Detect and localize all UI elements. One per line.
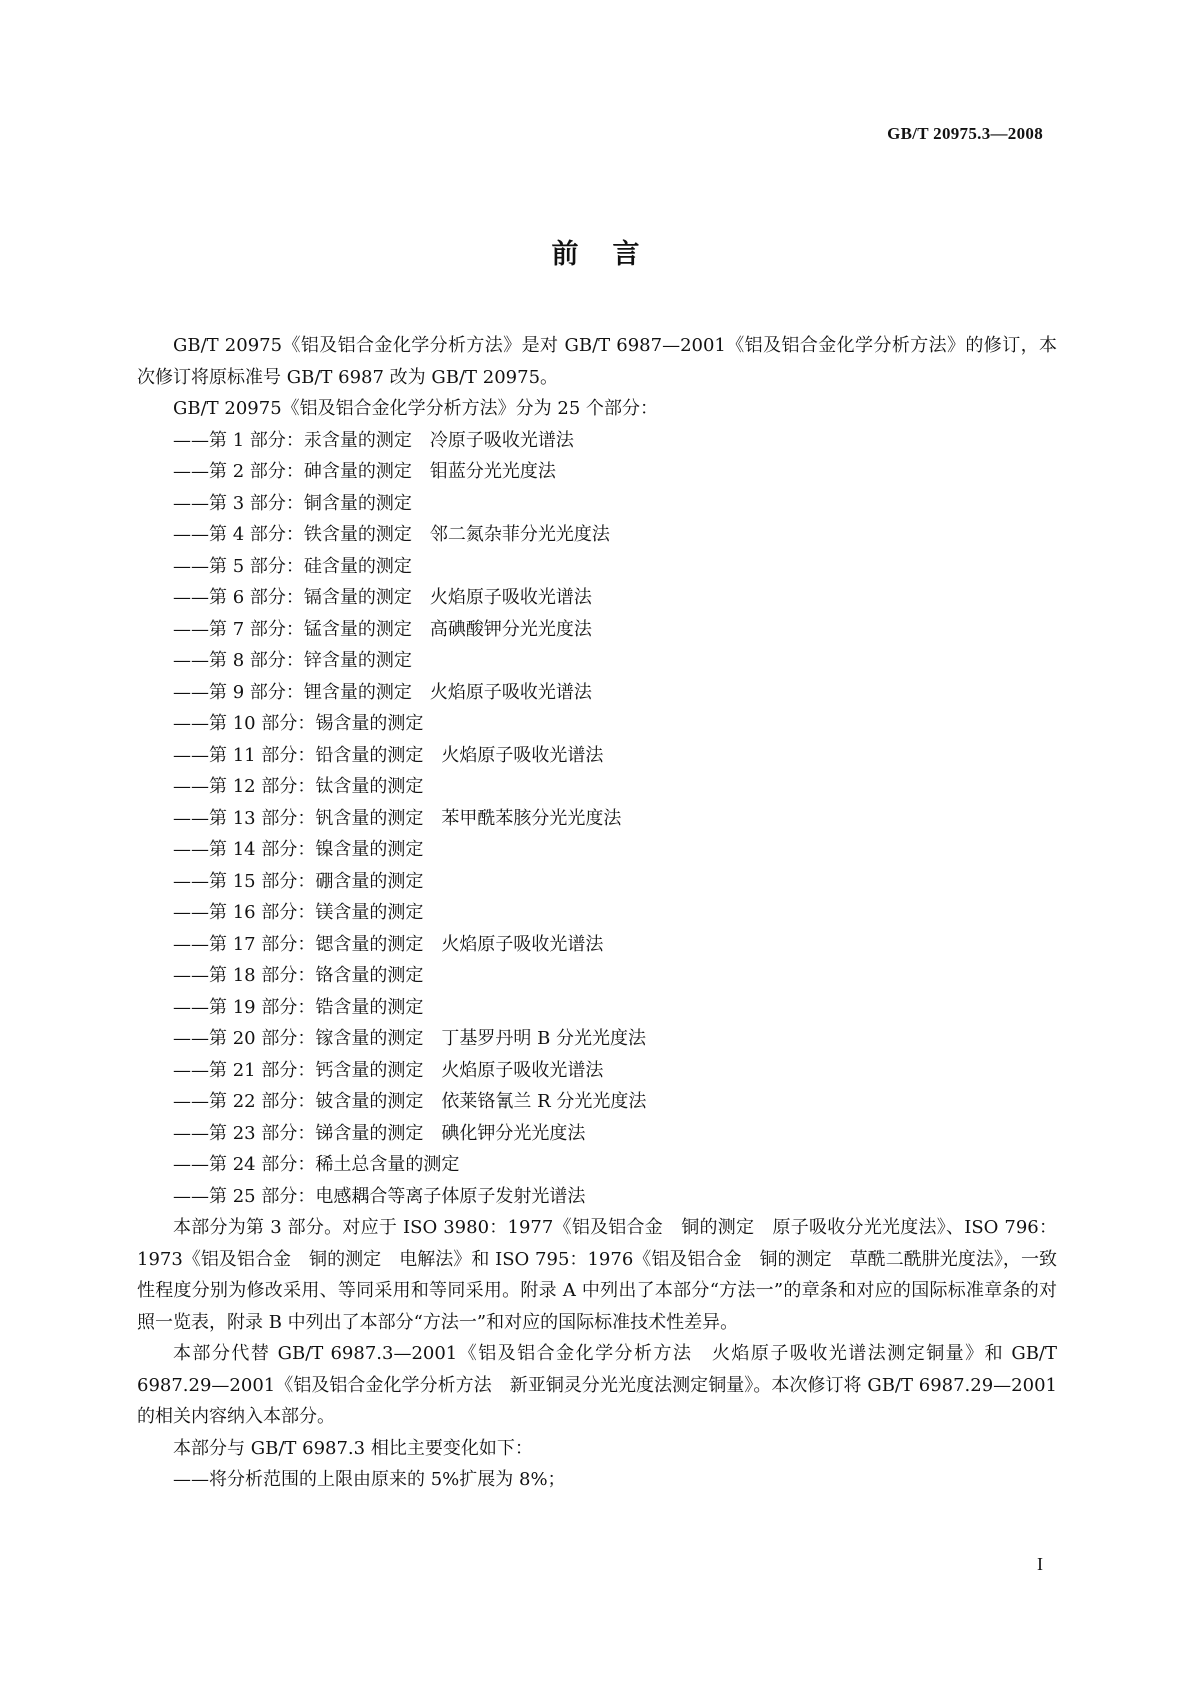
page-number: I	[1037, 1554, 1043, 1574]
list-item: ——第 10 部分：锡含量的测定	[173, 713, 424, 734]
list-item: ——第 25 部分：电感耦合等离子体原子发射光谱法	[173, 1185, 586, 1207]
list-item: ——第 9 部分：锂含量的测定 火焰原子吸收光谱法	[173, 681, 592, 703]
list-item: ——第 24 部分：稀土总含量的测定	[173, 1154, 460, 1175]
parts-list	[137, 425, 1057, 1213]
list-item: ——第 4 部分：铁含量的测定 邻二氮杂菲分光光度法	[173, 524, 610, 545]
list-item: ——第 5 部分：硅含量的测定	[173, 555, 412, 577]
intro-paragraph: GB/T 20975《铝及铝合金化学分析方法》是对 GB/T 6987—2001《铝及铝合金化学分析方法》的修订，本次修订将原标准号 GB/T 6987 改为 GB/T 20975。	[137, 335, 1057, 388]
list-item: ——第 6 部分：镉含量的测定 火焰原子吸收光谱法	[173, 587, 592, 608]
changes-list	[137, 1464, 1057, 1496]
intro-paragraph: GB/T 20975《铝及铝合金化学分析方法》分为 25 个部分：	[173, 398, 659, 419]
page-title: 前言	[551, 239, 674, 270]
list-item: ——第 11 部分：铅含量的测定 火焰原子吸收光谱法	[173, 744, 604, 766]
list-item: ——第 20 部分：镓含量的测定 丁基罗丹明 B 分光光度法	[173, 1028, 647, 1049]
body-paragraph: 本部分代替 GB/T 6987.3—2001《铝及铝合金化学分析方法 火焰原子吸收光谱法测定铜量》和 GB/T 6987.29—2001《铝及铝合金化学分析方法 新亚铜灵分光光度法测定铜量》。本次修订将 GB/T 6987.29—2001 的相关内容纳入本部分。	[137, 1343, 1057, 1427]
list-item: ——第 8 部分：锌含量的测定	[173, 650, 412, 671]
list-item: ——第 22 部分：铍含量的测定 依莱铬氰兰 R 分光光度法	[173, 1091, 647, 1112]
standard-code: GB/T 20975.3—2008	[887, 124, 1043, 143]
list-item: ——第 23 部分：锑含量的测定 碘化钾分光光度法	[173, 1122, 586, 1144]
body-paragraph: 本部分与 GB/T 6987.3 相比主要变化如下：	[173, 1437, 533, 1459]
list-item: ——第 16 部分：镁含量的测定	[173, 902, 424, 923]
list-item: ——第 7 部分：锰含量的测定 高碘酸钾分光光度法	[173, 618, 592, 640]
list-item: ——第 3 部分：铜含量的测定	[173, 492, 412, 514]
list-item: ——第 2 部分：砷含量的测定 钼蓝分光光度法	[173, 461, 556, 482]
list-item: ——第 15 部分：硼含量的测定	[173, 870, 424, 892]
list-item: ——第 18 部分：铬含量的测定	[173, 965, 424, 986]
list-item: ——第 12 部分：钛含量的测定	[173, 776, 424, 797]
list-item: ——将分析范围的上限由原来的 5%扩展为 8%；	[173, 1469, 566, 1490]
list-item: ——第 1 部分：汞含量的测定 冷原子吸收光谱法	[173, 429, 574, 451]
body-paragraph: 本部分为第 3 部分。对应于 ISO 3980：1977《铝及铝合金 铜的测定 原子吸收分光光度法》、ISO 796：1973《铝及铝合金 铜的测定 电解法》和 ISO 795：1976《铝及铝合金 铜的测定 草酰二酰肼光度法》，一致性程度分别为修改采用、等同采用和等同采用。附录 A 中列出了本部分“方法一”的章条和对应的国际标准章条的对照一览表，附录 B 中列出了本部分“方法一”和对应的国际标准技术性差异。	[137, 1217, 1057, 1333]
foreword-content	[137, 330, 1057, 1496]
list-item: ——第 13 部分：钒含量的测定 苯甲酰苯胲分光光度法	[173, 807, 622, 829]
list-item: ——第 17 部分：锶含量的测定 火焰原子吸收光谱法	[173, 933, 604, 955]
list-item: ——第 19 部分：锆含量的测定	[173, 996, 424, 1018]
list-item: ——第 14 部分：镍含量的测定	[173, 839, 424, 860]
list-item: ——第 21 部分：钙含量的测定 火焰原子吸收光谱法	[173, 1059, 604, 1081]
